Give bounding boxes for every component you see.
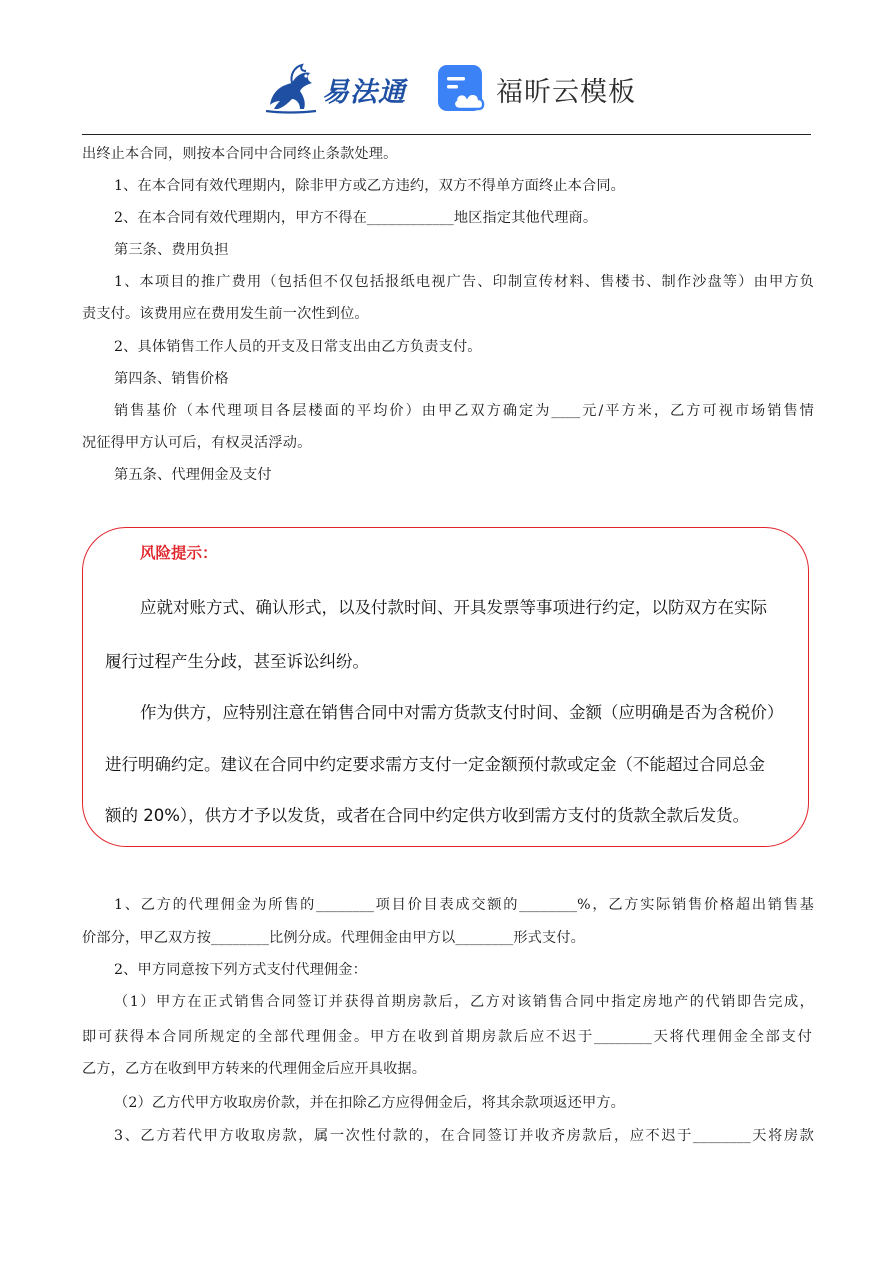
- body-line: 责支付。该费用应在费用发生前一次性到位。: [82, 306, 369, 322]
- body-line: 3、乙方若代甲方收取房款，属一次性付款的，在合同签订并收齐房款后，应不迟于________天将房款: [114, 1128, 814, 1144]
- body-line: 1、乙方的代理佣金为所售的________项目价目表成交额的________%，乙方实际销售价格超出销售基: [114, 897, 814, 913]
- body-line: 价部分，甲乙双方按________比例分成。代理佣金由甲方以________形式支付。: [82, 930, 586, 946]
- yifatong-logo-text: 易法通: [322, 76, 406, 108]
- foxit-cloud-template-logo: [436, 62, 636, 116]
- body-line: 2、甲方同意按下列方式支付代理佣金：: [114, 962, 367, 978]
- section-heading: 第三条、费用负担: [114, 242, 229, 258]
- qilin-emblem-icon: [262, 61, 320, 117]
- foxit-logo-text: 福昕云模板: [496, 76, 636, 108]
- body-line: （1）甲方在正式销售合同签订并获得首期房款后，乙方对该销售合同中指定房地产的代销即告完成，: [114, 994, 814, 1010]
- cloud-document-icon: [436, 63, 488, 115]
- risk-warning-line: 履行过程产生分歧，甚至诉讼纠纷。: [105, 652, 369, 671]
- section-heading: 第四条、销售价格: [114, 371, 229, 387]
- body-line: 2、在本合同有效代理期内，甲方不得在____________地区指定其他代理商。: [114, 210, 598, 226]
- body-line: 1、本项目的推广费用（包括但不仅包括报纸电视广告、印制宣传材料、售楼书、制作沙盘等）由甲方负: [114, 274, 814, 290]
- risk-warning-title: 风险提示：: [140, 544, 218, 562]
- section-heading: 第五条、代理佣金及支付: [114, 467, 272, 483]
- body-line: 出终止本合同，则按本合同中合同终止条款处理。: [82, 146, 398, 162]
- risk-warning-line: 进行明确约定。建议在合同中约定要求需方支付一定金额预付款或定金（不能超过合同总金: [105, 755, 765, 774]
- body-line: 销售基价（本代理项目各层楼面的平均价）由甲乙双方确定为____元/平方米，乙方可视市场销售情: [114, 403, 814, 419]
- body-line: 况征得甲方认可后，有权灵活浮动。: [82, 435, 312, 451]
- body-line: （2）乙方代甲方收取房价款，并在扣除乙方应得佣金后，将其余款项返还甲方。: [114, 1095, 625, 1111]
- body-line: 1、在本合同有效代理期内，除非甲方或乙方违约，双方不得单方面终止本合同。: [114, 178, 625, 194]
- document-header: [0, 58, 893, 124]
- risk-warning-line: 应就对账方式、确认形式，以及付款时间、开具发票等事项进行约定，以防双方在实际: [140, 598, 767, 617]
- body-line: 2、具体销售工作人员的开支及日常支出由乙方负责支付。: [114, 339, 482, 355]
- risk-warning-line: 作为供方，应特别注意在销售合同中对需方货款支付时间、金额（应明确是否为含税价）: [140, 703, 784, 722]
- body-line: 即可获得本合同所规定的全部代理佣金。甲方在收到首期房款后应不迟于________天将代理佣金全部支付: [82, 1029, 812, 1045]
- header-divider: [82, 134, 811, 135]
- yifatong-logo: [262, 60, 406, 118]
- risk-warning-box: [82, 527, 809, 847]
- body-line: 乙方，乙方在收到甲方转来的代理佣金后应开具收据。: [82, 1061, 427, 1077]
- risk-warning-line: 额的 20%），供方才予以发货，或者在合同中约定供方收到需方支付的货款全款后发货。: [105, 806, 750, 825]
